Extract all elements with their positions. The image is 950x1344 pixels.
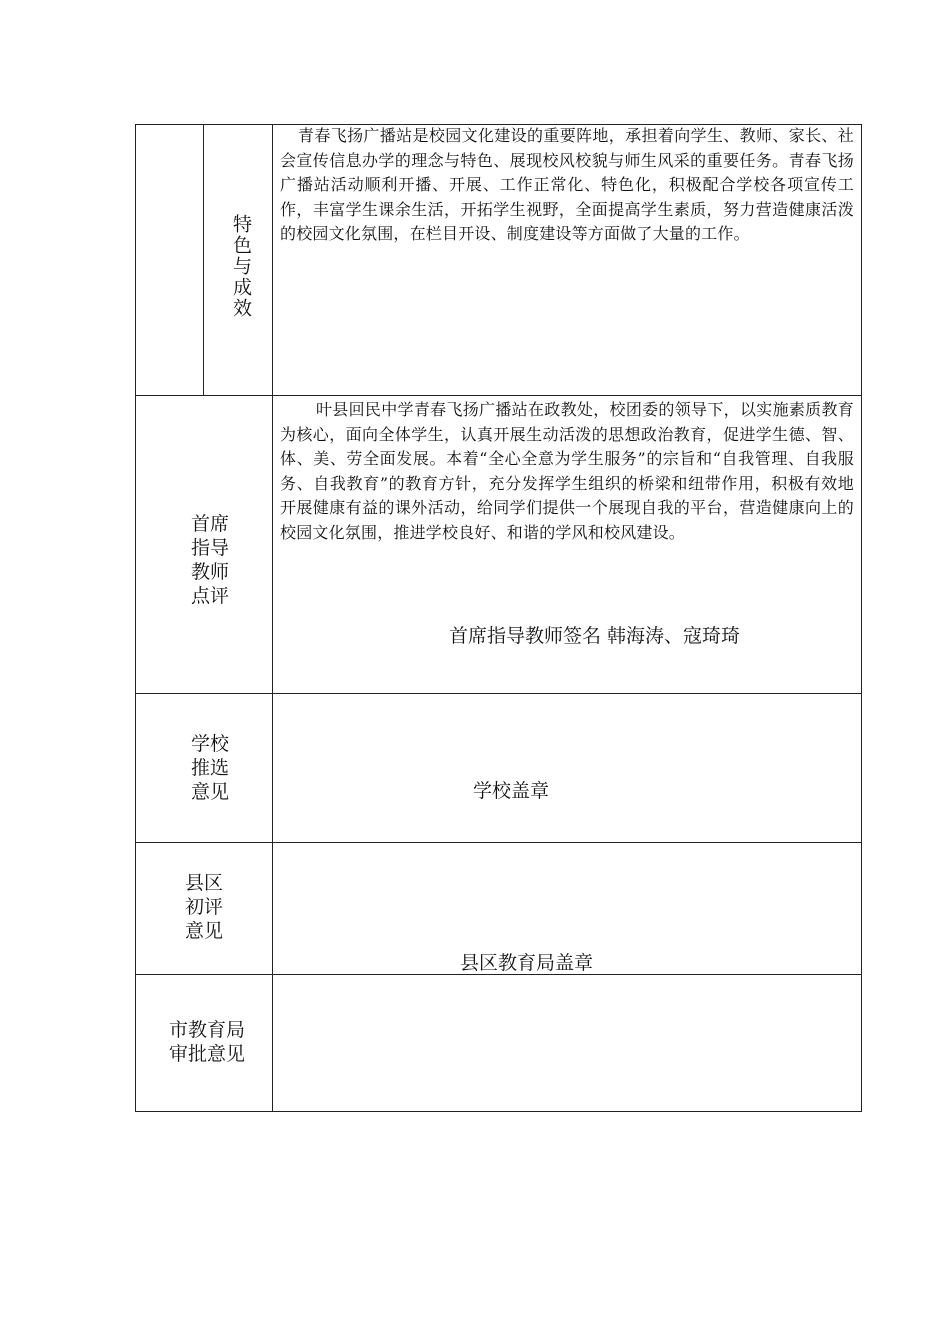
features-text: 青春飞扬广播站是校园文化建设的重要阵地，承担着向学生、教师、家长、社会宣传信息办学的理念与特色、展现校风校貌与师生风采的重要任务。青春飞扬广播站活动顺利开播、开展、工作正常化、特色化，积极配合学校各项宣传工作，丰富学生课余生活，开拓学生视野，全面提高学生素质，努力营造健康活泼的校园文化氛围，在栏目开设、制度建设等方面做了大量的工作。 bbox=[280, 126, 854, 243]
row-separator-3 bbox=[135, 842, 862, 843]
features-label: 特色与成效 bbox=[230, 214, 252, 319]
teacher-review-label-line-2: 指导 bbox=[190, 537, 229, 559]
teacher-review-label-line-1: 首席 bbox=[190, 513, 229, 535]
row-separator-1 bbox=[135, 395, 862, 396]
border-left bbox=[135, 124, 136, 1112]
border-bottom bbox=[135, 1111, 862, 1112]
teacher-signature: 首席指导教师签名 韩海涛、寇琦琦 bbox=[449, 625, 741, 647]
school-opinion-label-line-1: 学校 bbox=[190, 733, 229, 755]
teacher-review-text: 叶县回民中学青春飞扬广播站在政教处，校团委的领导下，以实施素质教育为核心，面向全体学生，认真开展生动活泼的思想政治教育，促进学生德、智、体、美、劳全面发展。本着“全心全意为学生服务”的宗旨和“自我管理、自我服务、自我教育”的教育方针，充分发挥学生组织的桥梁和纽带作用，积极有效地开展健康有益的课外活动，给同学们提供一个展现自我的平台，营造健康向上的校园文化氛围，推进学校良好、和谐的学风和校风建设。 bbox=[280, 400, 854, 542]
row-separator-2 bbox=[135, 693, 862, 694]
evaluation-form bbox=[135, 124, 862, 1112]
county-opinion-label bbox=[169, 871, 239, 943]
school-opinion-label-line-3: 意见 bbox=[190, 781, 229, 803]
city-opinion-label-line-2: 审批意见 bbox=[168, 1043, 245, 1065]
first-row-inner-divider bbox=[203, 124, 204, 396]
school-stamp: 学校盖章 bbox=[473, 780, 550, 802]
teacher-review-label-line-4: 点评 bbox=[190, 585, 229, 607]
county-opinion-label-line-1: 县区 bbox=[184, 872, 223, 894]
teacher-review-label-line-3: 教师 bbox=[190, 561, 229, 583]
county-opinion-label-line-3: 意见 bbox=[184, 920, 223, 942]
county-stamp: 县区教育局盖章 bbox=[460, 952, 594, 974]
county-opinion-label-line-2: 初评 bbox=[184, 896, 223, 918]
city-opinion-label-line-1: 市教育局 bbox=[168, 1019, 245, 1041]
school-opinion-label bbox=[175, 732, 245, 804]
school-opinion-label-line-2: 推选 bbox=[190, 757, 229, 779]
border-right bbox=[861, 124, 862, 1112]
column-divider bbox=[272, 124, 273, 1112]
city-opinion-label bbox=[157, 1018, 257, 1066]
teacher-review-label bbox=[175, 512, 245, 608]
